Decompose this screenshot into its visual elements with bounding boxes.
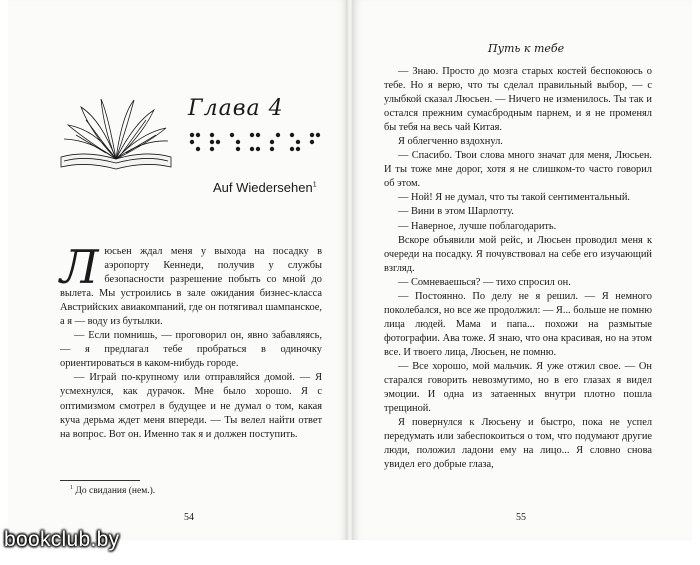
paragraph: — Вини в этом Шарлотту. xyxy=(398,206,514,218)
watermark: bookclub.by xyxy=(4,528,120,551)
paragraph: — Играй по-крупному или отправляйся домой. — Я усмехнулся, как дурачок. Мне было хорошо. Я с оптимизмом смотрел в будущее и не думал о том, какая куча дерьма ждет меня впереди. — Ты велел найти ответ на вопрос. Вот он. Именно так я и должен поступить. xyxy=(60,372,322,440)
paragraph: — Сомневаешься? — тихо спросил он. xyxy=(398,276,571,288)
paragraph: Я облегченно вздохнул. xyxy=(398,136,503,148)
page-number-left: 54 xyxy=(184,512,194,523)
paragraph: — Наверное, лучше поблагодарить. xyxy=(398,220,557,232)
paragraph: — Все хорошо, мой мальчик. Я уже отжил свое. — Он старался говорить невозмутимо, но в его глазах я видел эмоции. И одна из затаенных внутри плотно пошла трещиной. xyxy=(384,360,652,415)
braille-ornament xyxy=(188,130,323,160)
paragraph: — Знаю. Просто до мозга старых костей беспокоюсь о тебе. Но я верю, что ты сделал правильный выбор, — с улыбкой сказал Люсьен. — Ничего не изменилось. Ты так и остался прежним сумасбродным парнем, и я не променял бы тебя на весь чай Китая. xyxy=(384,66,652,134)
footnote: $^1$ До свидания (нем.). xyxy=(70,485,156,497)
left-page xyxy=(8,0,348,540)
paragraph: — Постоянно. По делу не я решил. — Я немного поколебался, но все же продолжил: — Я... больше не помню лица людей. Мама и папа... похожи на размытые фотографии. Ава тоже. Я знаю, что она красивая, но на этом все. И твоего лица, Люсьен, не помню. xyxy=(384,290,652,358)
paragraph: — Если помнишь, — проговорил он, явно забавляясь, — я предлагал тебе пробраться в одиночку ориентироваться в каком-нибудь городе. xyxy=(60,330,322,370)
open-book-illustration xyxy=(56,95,176,180)
left-page-body xyxy=(60,240,322,442)
chapter-subtitle: Auf Wiedersehen$^1$ xyxy=(213,180,317,195)
footnote-divider xyxy=(60,480,140,481)
paragraph: Я повернулся к Люсьену и быстро, пока не успел передумать или забеспокоиться о том, что подумают другие люди, положил ладони ему на лицо... Я словно снова увидел его добрые глаза, xyxy=(384,417,652,471)
chapter-title: Глава 4 xyxy=(188,96,284,121)
paragraph: Вскоре объявили мой рейс, и Люсьен проводил меня к очереди на посадку. Я почувствовал на себе его изучающий взгляд. xyxy=(384,234,652,274)
right-page-body xyxy=(384,65,652,472)
right-page xyxy=(352,0,692,540)
drop-cap: Л xyxy=(60,240,99,294)
footnote-mark: 1 xyxy=(70,485,73,491)
page-number-right: 55 xyxy=(516,512,526,523)
paragraph: — Ной! Я не думал, что ты такой сентиментальный. xyxy=(398,192,630,204)
paragraph: — Спасибо. Твои слова много значат для меня, Люсьен. И ты тоже мне дорог, хотя я не слишком-то часто говорил об этом. xyxy=(384,150,652,190)
paragraph: юсьен ждал меня у выхода на посадку в аэропорту Кеннеди, получив у службы безопасности разрешение побыть со мной до вылета. Мы устроились в зале ожидания бизнес-класса Австрийских авиакомпаний, где он потягивал шампанское, а я — воду из бутылки. xyxy=(60,246,322,328)
subtitle-footnote-mark: 1 xyxy=(312,181,317,189)
running-head: Путь к тебе xyxy=(488,42,565,55)
